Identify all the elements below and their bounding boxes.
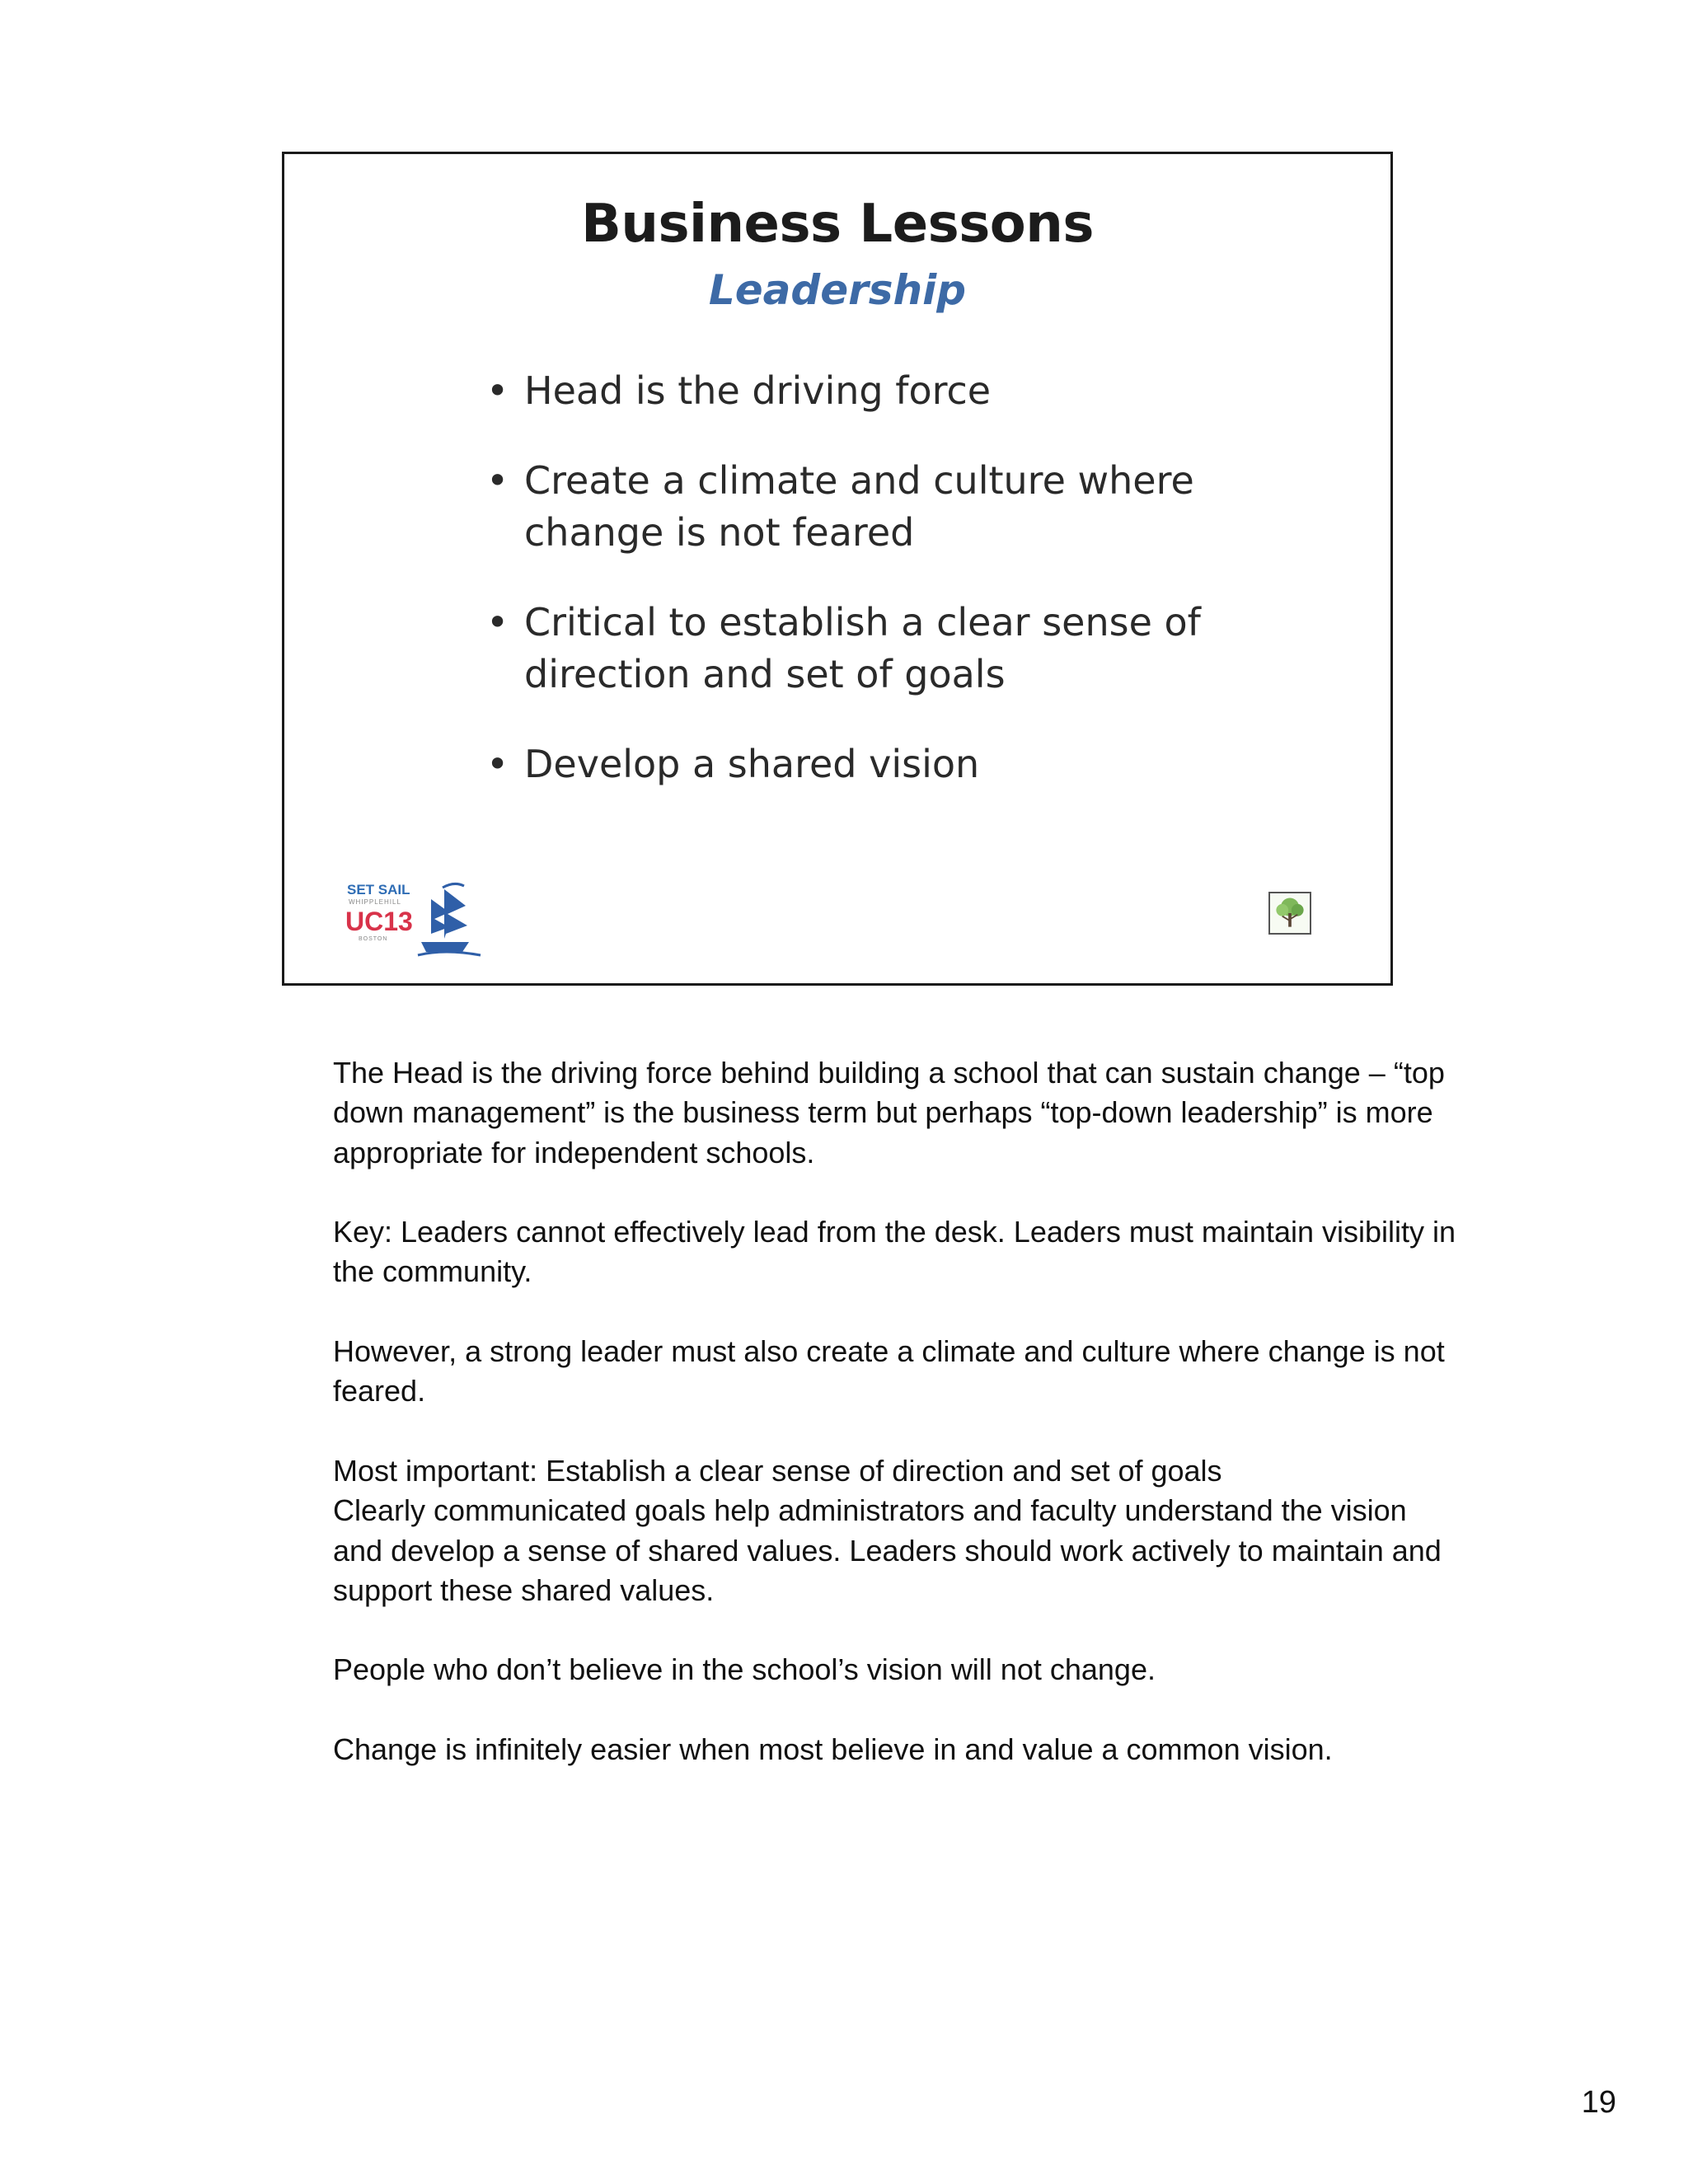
logo-text-setsail: SET SAIL — [347, 882, 410, 898]
page-number: 19 — [1581, 2085, 1616, 2120]
notes-paragraph: Most important: Establish a clear sense of direction and set of goals Clearly communicated goals help administrators and faculty understand the vision and develop a sense of shared values. Leaders should work actively to maintain and support these shared values. — [333, 1453, 1442, 1607]
notes-paragraph: Change is infinitely easier when most believe in and value a common vision. — [333, 1732, 1333, 1767]
notes-paragraph: The Head is the driving force behind building a school that can sustain change – “top down management” is the business term but perhaps “top-down leadership” is more appropriate for independent schools. — [333, 1056, 1445, 1169]
slide-title: Business Lessons — [581, 194, 1094, 255]
ship-icon — [418, 883, 481, 955]
logo-text-uc13: UC13 — [345, 907, 413, 936]
slide-image — [282, 152, 1393, 986]
logo-text-whipplehill: WHIPPLEHILL — [349, 898, 401, 906]
tree-icon — [1268, 892, 1311, 935]
notes-paragraph: People who don’t believe in the school’s vision will not change. — [333, 1652, 1156, 1687]
notes-paragraph: However, a strong leader must also create a climate and culture where change is not feared. — [333, 1334, 1445, 1408]
logo-text-boston: BOSTON — [359, 936, 388, 942]
bullet-item: • Create a climate and culture where change is not feared — [486, 455, 1228, 559]
slide-subtitle: Leadership — [708, 266, 967, 314]
bullet-item: • Develop a shared vision — [486, 738, 1228, 790]
bullet-item: • Critical to establish a clear sense of direction and set of goals — [486, 597, 1228, 701]
bullet-list — [486, 365, 1228, 828]
notes-paragraph: Key: Leaders cannot effectively lead from the desk. Leaders must maintain visibility in the community. — [333, 1215, 1456, 1289]
speaker-notes — [333, 1053, 1462, 1810]
uc13-logo — [345, 879, 485, 958]
bullet-item: • Head is the driving force — [486, 365, 1228, 417]
